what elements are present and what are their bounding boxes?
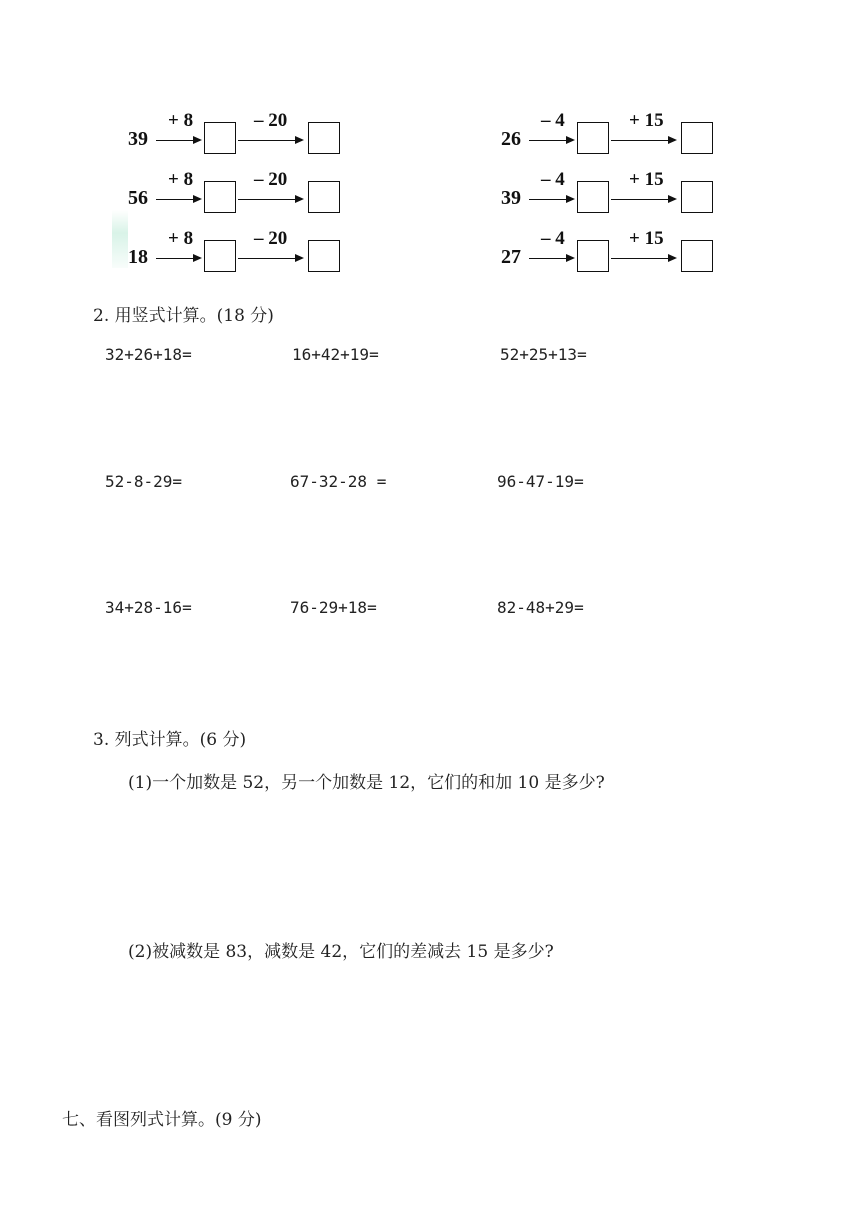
chain-op-1: – 4 bbox=[541, 228, 565, 249]
answer-box-1[interactable] bbox=[204, 122, 236, 154]
section-3-heading: 3. 列式计算。(6 分) bbox=[93, 730, 247, 750]
chain-op-2: – 20 bbox=[254, 110, 288, 131]
chain-op-2: + 15 bbox=[629, 169, 664, 190]
arrow-icon bbox=[611, 199, 675, 200]
answer-box-2[interactable] bbox=[681, 122, 713, 154]
chain-start-number: 27 bbox=[501, 246, 521, 268]
expression-r1c1: 32+26+18= bbox=[105, 345, 192, 364]
answer-box-2[interactable] bbox=[308, 181, 340, 213]
expression-r2c1: 52-8-29= bbox=[105, 472, 183, 491]
chain-op-1: + 8 bbox=[168, 228, 194, 249]
question-2: (2)被减数是 83，减数是 42，它们的差减去 15 是多少? bbox=[128, 942, 554, 962]
section-7-heading: 七、看图列式计算。(9 分) bbox=[62, 1110, 262, 1130]
arrow-icon bbox=[156, 140, 200, 141]
chain-start-number: 39 bbox=[501, 187, 521, 209]
chain-op-1: + 8 bbox=[168, 169, 194, 190]
chain-op-2: – 20 bbox=[254, 228, 288, 249]
chain-row-3-left bbox=[128, 228, 348, 280]
arrow-icon bbox=[238, 258, 302, 259]
expression-r1c3: 52+25+13= bbox=[500, 345, 587, 364]
chain-op-2: – 20 bbox=[254, 169, 288, 190]
answer-box-1[interactable] bbox=[577, 181, 609, 213]
answer-box-1[interactable] bbox=[577, 240, 609, 272]
expression-r3c2: 76-29+18= bbox=[290, 598, 377, 617]
chain-start-number: 18 bbox=[128, 246, 148, 268]
arrow-icon bbox=[238, 199, 302, 200]
answer-box-2[interactable] bbox=[308, 240, 340, 272]
answer-box-2[interactable] bbox=[681, 181, 713, 213]
chain-op-1: + 8 bbox=[168, 110, 194, 131]
chain-row-1-right bbox=[501, 110, 721, 162]
expression-r2c2: 67-32-28 = bbox=[290, 472, 387, 491]
chain-row-2-right bbox=[501, 169, 721, 221]
arrow-icon bbox=[529, 258, 573, 259]
chain-row-1-left bbox=[128, 110, 348, 162]
chain-op-1: – 4 bbox=[541, 110, 565, 131]
chain-start-number: 56 bbox=[128, 187, 148, 209]
expression-r2c3: 96-47-19= bbox=[497, 472, 584, 491]
chain-row-2-left bbox=[128, 169, 348, 221]
arrow-icon bbox=[611, 258, 675, 259]
answer-box-2[interactable] bbox=[308, 122, 340, 154]
arrow-icon bbox=[156, 258, 200, 259]
arrow-icon bbox=[238, 140, 302, 141]
question-1: (1)一个加数是 52，另一个加数是 12，它们的和加 10 是多少? bbox=[128, 773, 605, 793]
answer-box-1[interactable] bbox=[577, 122, 609, 154]
chain-op-1: – 4 bbox=[541, 169, 565, 190]
chain-op-2: + 15 bbox=[629, 228, 664, 249]
chain-start-number: 26 bbox=[501, 128, 521, 150]
arrow-icon bbox=[529, 140, 573, 141]
section-2-heading: 2. 用竖式计算。(18 分) bbox=[93, 306, 274, 326]
answer-box-1[interactable] bbox=[204, 240, 236, 272]
chain-start-number: 39 bbox=[128, 128, 148, 150]
scan-smudge bbox=[112, 210, 128, 268]
arrow-icon bbox=[156, 199, 200, 200]
chain-row-3-right bbox=[501, 228, 721, 280]
answer-box-1[interactable] bbox=[204, 181, 236, 213]
arrow-icon bbox=[529, 199, 573, 200]
expression-r3c1: 34+28-16= bbox=[105, 598, 192, 617]
arrow-icon bbox=[611, 140, 675, 141]
expression-r3c3: 82-48+29= bbox=[497, 598, 584, 617]
chain-op-2: + 15 bbox=[629, 110, 664, 131]
answer-box-2[interactable] bbox=[681, 240, 713, 272]
expression-r1c2: 16+42+19= bbox=[292, 345, 379, 364]
